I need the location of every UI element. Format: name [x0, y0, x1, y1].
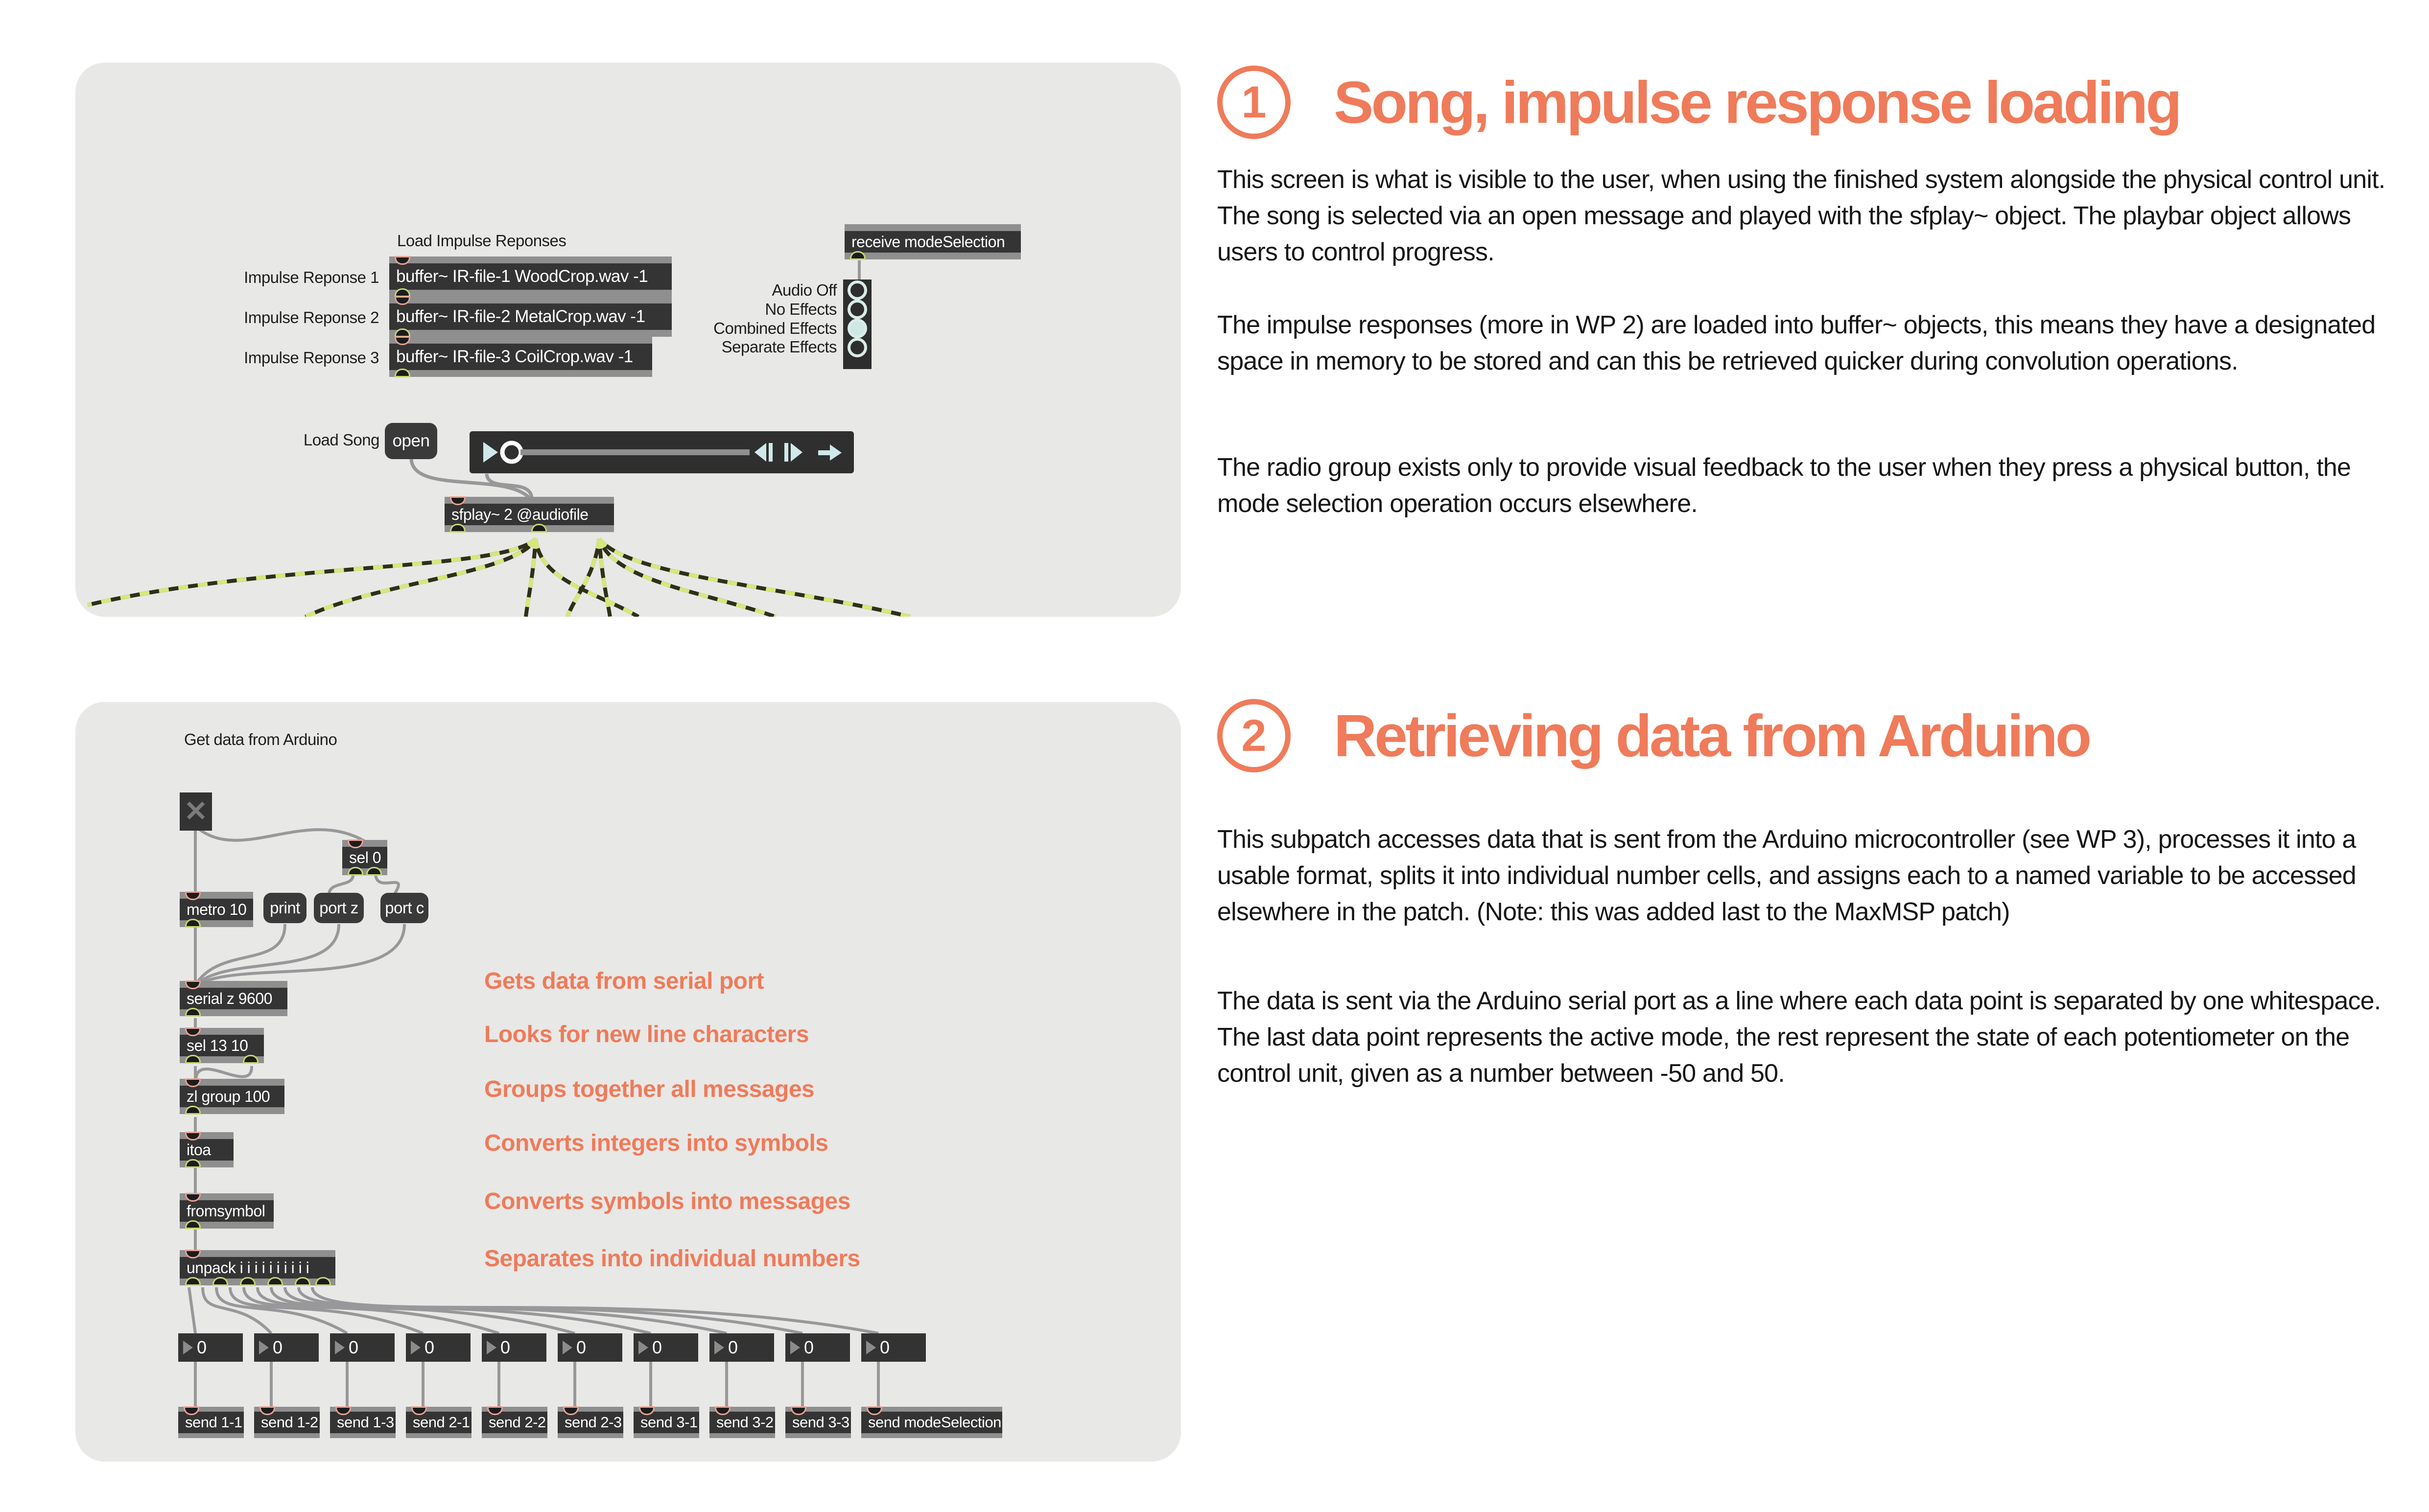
buffer-object-2[interactable]: buffer~ IR-file-2 MetalCrop.wav -1	[389, 297, 672, 337]
send-1-2-object[interactable]: send 1-2	[254, 1407, 320, 1438]
buffer-object-3[interactable]: buffer~ IR-file-3 CoilCrop.wav -1	[389, 337, 652, 377]
send-1-1-object[interactable]: send 1-1	[178, 1407, 244, 1438]
impulse-response-2-label: Impulse Reponse 2	[244, 308, 379, 326]
zl-group-object[interactable]: zl group 100	[180, 1079, 284, 1114]
number-triangle-icon	[411, 1341, 421, 1354]
number-box-9[interactable]: 0	[785, 1333, 850, 1362]
impulse-response-1-label: Impulse Reponse 1	[244, 268, 379, 286]
section-2-title: Retrieving data from Arduino	[1334, 702, 2090, 769]
number-triangle-icon	[335, 1341, 345, 1354]
send-2-1-object[interactable]: send 2-1	[406, 1407, 472, 1438]
patch-panel-arduino-data	[75, 702, 1181, 1462]
seek-track	[520, 449, 750, 455]
section-1-heading	[1217, 66, 2180, 139]
annotation-itoa: Converts integers into symbols	[484, 1130, 828, 1156]
annotation-unpack: Separates into individual numbers	[484, 1246, 860, 1272]
number-box-4[interactable]: 0	[406, 1333, 471, 1362]
radio-no-effects[interactable]	[848, 300, 867, 319]
radio-labels	[565, 281, 837, 357]
mode-radio-group[interactable]	[843, 279, 872, 369]
port-z-message[interactable]: port z	[314, 893, 364, 923]
section-1-paragraph-3: The radio group exists only to provide visual feedback to the user when they press a physical button, the mode selection operation occurs elsewhere.	[1217, 453, 2351, 518]
section-1-paragraph-1: This screen is what is visible to the user, when using the finished system alongside the physical control unit. The song is selected via an open message and played with the sfplay~ object. The playbar object allows users to control progress.	[1217, 165, 2385, 266]
number-box-5[interactable]: 0	[482, 1333, 546, 1362]
number-triangle-icon	[563, 1341, 572, 1354]
annotation-serial: Gets data from serial port	[484, 968, 764, 994]
sel-0-object[interactable]: sel 0	[342, 840, 387, 875]
playbar[interactable]	[470, 431, 854, 473]
print-object[interactable]: print	[263, 893, 307, 923]
number-triangle-icon	[183, 1341, 193, 1354]
serial-object[interactable]: serial z 9600	[180, 981, 287, 1016]
section-2-paragraph-2: The data is sent via the Arduino serial port as a line where each data point is separated by one whitespace. The last data point represents the active mode, the rest represent the state of each potentiometer on the control unit, given as a number between -50 and 50.	[1217, 987, 2381, 1088]
send-modeselection-object[interactable]: send modeSelection	[861, 1407, 1002, 1438]
radio-label-audio-off: Audio Off	[772, 281, 837, 299]
send-3-2-object[interactable]: send 3-2	[709, 1407, 775, 1438]
patch-comment-load-impulse: Load Impulse Reponses	[397, 232, 566, 250]
patch-comment-get-data: Get data from Arduino	[184, 730, 337, 748]
impulse-response-3-label: Impulse Reponse 3	[244, 349, 379, 367]
number-triangle-icon	[866, 1341, 876, 1354]
number-box-8[interactable]: 0	[709, 1333, 774, 1362]
number-triangle-icon	[714, 1341, 724, 1354]
number-box-7[interactable]: 0	[634, 1333, 698, 1362]
number-triangle-icon	[638, 1341, 648, 1354]
annotation-fromsymbol: Converts symbols into messages	[484, 1188, 850, 1214]
annotation-group: Groups together all messages	[484, 1076, 815, 1102]
load-song-label: Load Song	[303, 431, 379, 449]
send-1-3-object[interactable]: send 1-3	[330, 1407, 396, 1438]
play-icon	[483, 442, 498, 463]
send-3-3-object[interactable]: send 3-3	[785, 1407, 851, 1438]
send-3-1-object[interactable]: send 3-1	[634, 1407, 699, 1438]
number-triangle-icon	[790, 1341, 800, 1354]
skip-arrow-icon	[818, 450, 831, 455]
section-1-title: Song, impulse response loading	[1334, 69, 2180, 136]
radio-audio-off[interactable]	[848, 280, 867, 300]
number-box-2[interactable]: 0	[254, 1333, 319, 1362]
send-2-3-object[interactable]: send 2-3	[558, 1407, 623, 1438]
radio-label-separate-effects: Separate Effects	[721, 338, 837, 356]
toggle-x-icon: ✕	[184, 795, 208, 827]
port-c-message[interactable]: port c	[380, 893, 428, 923]
sel-13-10-object[interactable]: sel 13 10	[180, 1028, 264, 1063]
metro-object[interactable]: metro 10	[180, 892, 253, 927]
section-2-number-badge: 2	[1217, 699, 1291, 772]
prev-frame-icon	[755, 443, 766, 462]
position-knob	[502, 443, 521, 462]
radio-label-combined-effects: Combined Effects	[713, 319, 837, 337]
number-triangle-icon	[487, 1341, 496, 1354]
radio-combined-effects-selected[interactable]	[848, 319, 867, 338]
radio-separate-effects[interactable]	[848, 338, 867, 357]
radio-label-no-effects: No Effects	[765, 300, 837, 318]
send-2-2-object[interactable]: send 2-2	[482, 1407, 547, 1438]
toggle-object[interactable]	[180, 792, 212, 831]
unpack-object[interactable]: unpack i i i i i i i i i i	[180, 1250, 335, 1285]
section-2-paragraph-1: This subpatch accesses data that is sent from the Arduino microcontroller (see WP 3), processes it into a usable format, splits it into individual number cells, and assigns each to a named variable to be accessed elsewhere in the patch. (Note: this was added last to the MaxMSP patch)	[1217, 825, 2356, 926]
patch-panel-song-loading	[75, 63, 1181, 617]
buffer-object-1[interactable]: buffer~ IR-file-1 WoodCrop.wav -1	[389, 256, 672, 297]
number-box-6[interactable]: 0	[558, 1333, 622, 1362]
next-frame-icon	[784, 443, 788, 462]
section-2-heading	[1217, 699, 2089, 772]
itoa-object[interactable]: itoa	[180, 1132, 234, 1167]
annotation-newline: Looks for new line characters	[484, 1022, 809, 1047]
section-1-paragraph-2: The impulse responses (more in WP 2) are loaded into buffer~ objects, this means they have a designated space in memory to be stored and can this be retrieved quicker during convolution operations.	[1217, 311, 2376, 375]
number-box-3[interactable]: 0	[330, 1333, 395, 1362]
receive-modeselection-object[interactable]: receive modeSelection	[845, 224, 1021, 259]
number-triangle-icon	[259, 1341, 269, 1354]
number-box-10[interactable]: 0	[861, 1333, 926, 1362]
sfplay-object[interactable]: sfplay~ 2 @audiofile	[445, 497, 614, 532]
number-box-1[interactable]: 0	[178, 1333, 243, 1362]
open-message-button[interactable]: open	[385, 423, 437, 459]
fromsymbol-object[interactable]: fromsymbol	[180, 1193, 274, 1229]
section-1-number-badge: 1	[1217, 66, 1291, 139]
